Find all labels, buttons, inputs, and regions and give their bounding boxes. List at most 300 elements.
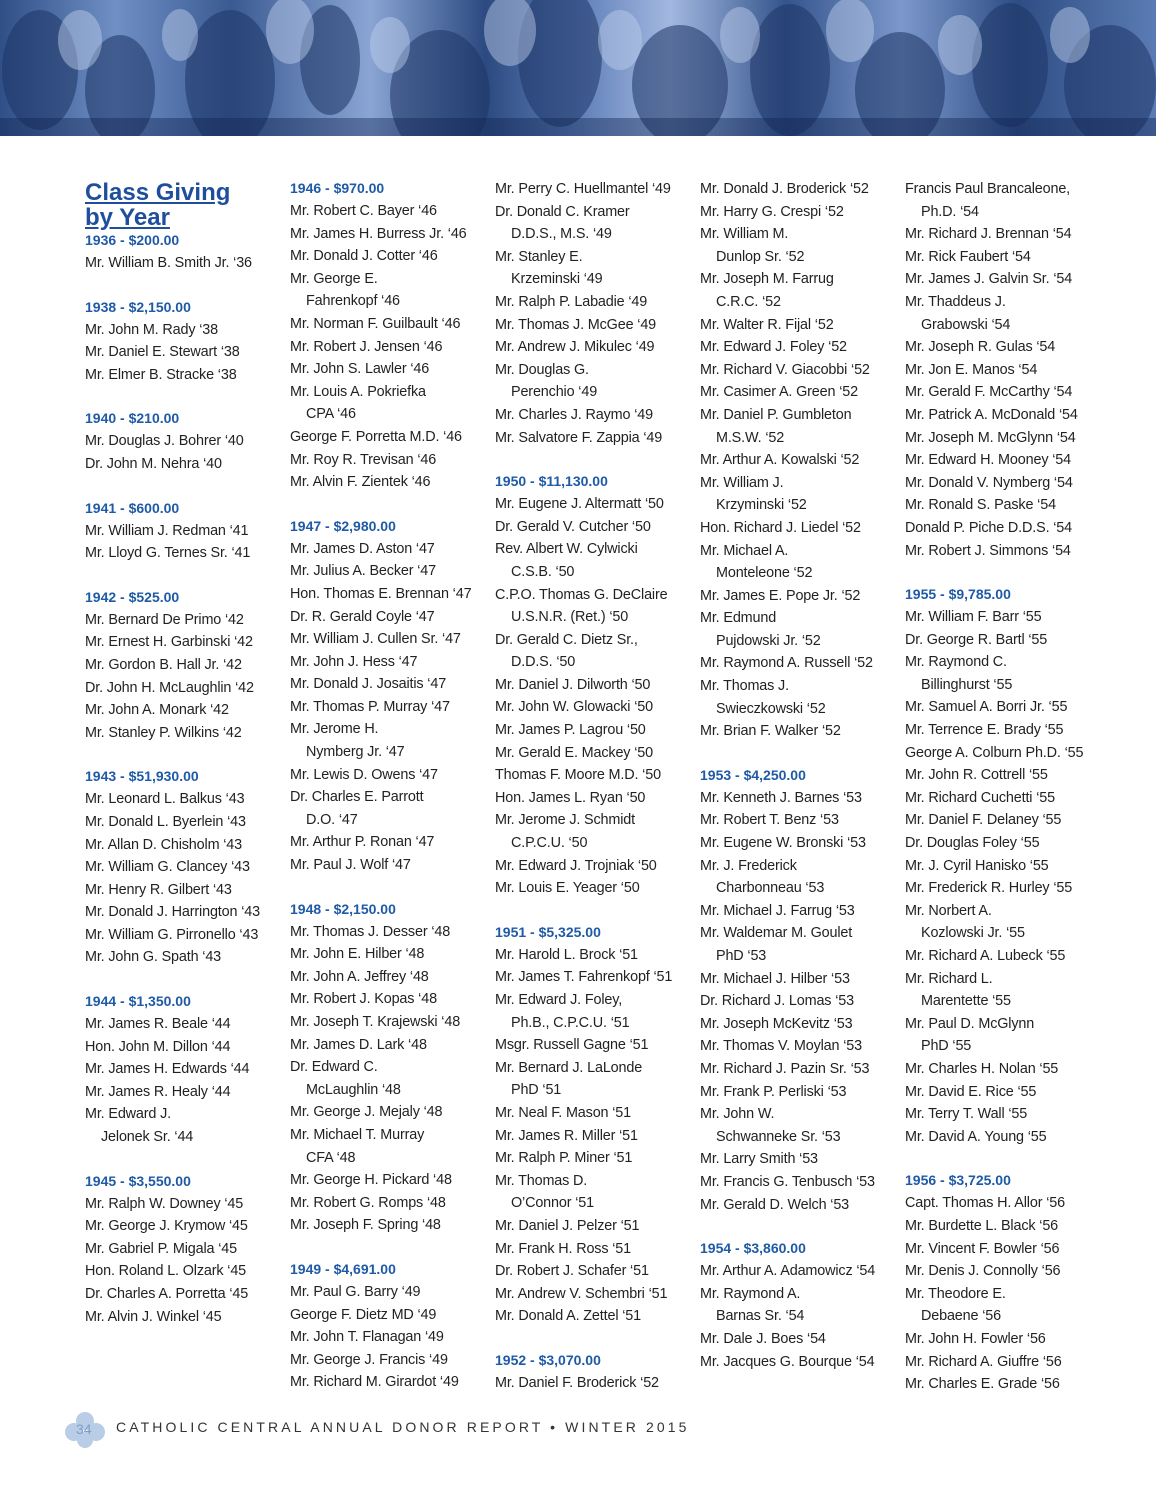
donor-name <box>85 1103 285 1148</box>
donor-name: Mr. James J. Galvin Sr. ‘54 <box>905 271 1073 288</box>
class-year-group <box>85 297 285 387</box>
class-year-heading: 1940 - $210.00 <box>85 410 180 427</box>
donor-name-continuation: Schwanneke Sr. ‘53 <box>716 1128 841 1145</box>
donor-name: Mr. Dale J. Boes ‘54 <box>700 1330 826 1347</box>
donor-name-line: Mr. Waldemar M. Goulet <box>700 925 853 942</box>
donor-name: Mr. Patrick A. McDonald ‘54 <box>905 406 1078 423</box>
donor-name-continuation: Barnas Sr. ‘54 <box>716 1308 805 1325</box>
donor-name: Hon. Richard J. Liedel ‘52 <box>700 519 861 536</box>
donor-name: Mr. William B. Smith Jr. ‘36 <box>85 255 252 271</box>
class-year-heading: 1956 - $3,725.00 <box>905 1172 1011 1189</box>
class-year-group <box>495 922 695 1328</box>
column-4 <box>700 178 900 1395</box>
donor-name: Mr. Edward J. Trojniak ‘50 <box>495 857 657 874</box>
donor-name-continuation: PhD ‘55 <box>921 1038 972 1055</box>
class-year-heading: 1943 - $51,930.00 <box>85 768 199 785</box>
donor-name: Dr. Richard J. Lomas ‘53 <box>700 993 854 1010</box>
donor-name: Mr. Daniel E. Stewart ‘38 <box>85 344 240 361</box>
donor-name: Mr. Neal F. Mason ‘51 <box>495 1104 632 1121</box>
donor-name: Mr. James H. Burress Jr. ‘46 <box>290 225 467 242</box>
class-year-heading: 1955 - $9,785.00 <box>905 586 1011 603</box>
donor-name-line: C.P.O. Thomas G. DeClaire <box>495 586 668 603</box>
donor-name-line: Mr. Paul D. McGlynn <box>905 1015 1035 1032</box>
title-line-1: Class Giving <box>85 179 231 206</box>
title-line-2: by Year <box>85 204 170 231</box>
class-year-group <box>85 498 285 565</box>
donor-name-continuation: D.D.S. ‘50 <box>511 654 576 671</box>
donor-name-line: Mr. John W. <box>700 1106 775 1123</box>
donor-name-line: Mr. Douglas G. <box>495 361 589 378</box>
donor-name <box>700 855 900 900</box>
donor-name: Mr. Lloyd G. Ternes Sr. ‘41 <box>85 545 251 562</box>
donor-name <box>495 246 695 291</box>
donor-name: Mr. Joseph R. Gulas ‘54 <box>905 339 1056 356</box>
donor-name <box>700 268 900 313</box>
donor-name: Mr. William G. Clancey ‘43 <box>85 859 250 876</box>
donor-name <box>700 404 900 449</box>
donor-name <box>700 1103 900 1148</box>
relief-figures <box>0 0 1156 136</box>
footer-text: CATHOLIC CENTRAL ANNUAL DONOR REPORT • WINTER 2015 <box>116 1419 690 1435</box>
donor-name <box>700 607 900 652</box>
donor-name-line: Mr. William M. <box>700 226 789 243</box>
donor-name: Mr. Gabriel P. Migala ‘45 <box>85 1240 237 1257</box>
donor-name: Mr. David E. Rice ‘55 <box>905 1083 1037 1100</box>
donor-name: Mr. James D. Aston ‘47 <box>290 540 435 557</box>
donor-name: Mr. Perry C. Huellmantel ‘49 <box>495 181 671 197</box>
donor-name: Mr. Andrew J. Mikulec ‘49 <box>495 339 655 356</box>
donor-name-line: Mr. Edward J. <box>85 1106 172 1123</box>
donor-name-line: Mr. Louis A. Pokriefka <box>290 383 426 400</box>
column-2 <box>290 178 490 1416</box>
class-year-heading: 1945 - $3,550.00 <box>85 1172 191 1189</box>
donor-name-line: Mr. Joseph M. Farrug <box>700 271 834 288</box>
donor-name: Mr. Richard Cuchetti ‘55 <box>905 789 1055 806</box>
donor-name: Mr. Harold L. Brock ‘51 <box>495 946 638 963</box>
donor-name: Mr. Andrew V. Schembri ‘51 <box>495 1285 668 1302</box>
donor-name: Mr. Salvatore F. Zappia ‘49 <box>495 429 663 446</box>
donor-name: Mr. James R. Healy ‘44 <box>85 1083 231 1100</box>
donor-name-line: Mr. Thomas J. <box>700 678 789 695</box>
donor-name: Mr. Richard J. Brennan ‘54 <box>905 226 1072 243</box>
donor-name <box>290 1056 490 1101</box>
donor-name: Hon. John M. Dillon ‘44 <box>85 1038 231 1055</box>
donor-name: Mr. Norman F. Guilbault ‘46 <box>290 315 461 332</box>
donor-name: Mr. Robert G. Romps ‘48 <box>290 1194 446 1211</box>
donor-name-line: Mr. Thaddeus J. <box>905 293 1006 310</box>
donor-name: Mr. Joseph F. Spring ‘48 <box>290 1217 441 1234</box>
donor-name-continuation: Fahrenkopf ‘46 <box>306 293 400 310</box>
class-year-group <box>290 516 490 877</box>
donor-name-continuation: CFA ‘48 <box>306 1149 356 1166</box>
donor-name: Mr. Vincent F. Bowler ‘56 <box>905 1240 1060 1257</box>
donor-name-line: Mr. William J. <box>700 474 784 491</box>
donor-name: Dr. Gerald V. Cutcher ‘50 <box>495 518 651 535</box>
donor-name: Mr. James P. Lagrou ‘50 <box>495 722 646 739</box>
donor-name: Donald P. Piche D.D.S. ‘54 <box>905 519 1073 536</box>
donor-name-continuation: Pujdowski Jr. ‘52 <box>716 632 821 649</box>
column-groups <box>700 178 900 1373</box>
donor-name: Mr. Robert J. Kopas ‘48 <box>290 991 437 1008</box>
donor-name: Mr. James R. Miller ‘51 <box>495 1127 638 1144</box>
donor-name <box>495 584 695 629</box>
donor-name-line: Mr. Michael T. Murray <box>290 1126 425 1143</box>
donor-name: Mr. Michael J. Farrug ‘53 <box>700 902 855 919</box>
class-year-group <box>85 587 285 745</box>
donor-name <box>700 922 900 967</box>
class-year-group <box>700 178 900 743</box>
donor-name: Mr. Thomas V. Moylan ‘53 <box>700 1038 862 1055</box>
class-year-group <box>85 1171 285 1329</box>
donor-name: Msgr. Russell Gagne ‘51 <box>495 1037 649 1054</box>
donor-name-continuation: Grabowski ‘54 <box>921 316 1011 333</box>
donor-name: George A. Colburn Ph.D. ‘55 <box>905 744 1084 761</box>
donor-name: Mr. Harry G. Crespi ‘52 <box>700 203 844 220</box>
donor-name-line: Mr. Thomas D. <box>495 1172 588 1189</box>
class-year-heading: 1949 - $4,691.00 <box>290 1260 396 1277</box>
donor-name: Mr. Jacques G. Bourque ‘54 <box>700 1353 875 1370</box>
donor-name: Mr. Brian F. Walker ‘52 <box>700 723 841 740</box>
donor-name: Mr. Rick Faubert ‘54 <box>905 248 1031 265</box>
column-1 <box>85 178 285 1350</box>
donor-name-line: Mr. Daniel P. Gumbleton <box>700 406 852 423</box>
donor-name: Dr. John M. Nehra ‘40 <box>85 455 222 472</box>
donor-name: Mr. Michael J. Hilber ‘53 <box>700 970 850 987</box>
donor-name: Mr. George J. Krymow ‘45 <box>85 1218 248 1235</box>
donor-name-continuation: Monteleone ‘52 <box>716 565 813 582</box>
donor-name <box>700 472 900 517</box>
donor-name-line: Mr. Raymond A. <box>700 1285 801 1302</box>
donor-name: Mr. John T. Flanagan ‘49 <box>290 1329 444 1346</box>
donor-name: Mr. William G. Pirronello ‘43 <box>85 926 259 943</box>
donor-name-continuation: O’Connor ‘51 <box>511 1195 594 1212</box>
page-footer <box>62 1410 762 1450</box>
donor-name: Mr. David A. Young ‘55 <box>905 1128 1047 1145</box>
donor-name: Mr. William F. Barr ‘55 <box>905 609 1042 626</box>
donor-name: Mr. Arthur P. Ronan ‘47 <box>290 834 435 851</box>
class-year-group <box>85 230 285 275</box>
donor-name: Mr. Richard V. Giacobbi ‘52 <box>700 361 870 378</box>
donor-name: Mr. Alvin F. Zientek ‘46 <box>290 474 431 491</box>
donor-name <box>290 786 490 831</box>
donor-name: Mr. Daniel J. Pelzer ‘51 <box>495 1217 640 1234</box>
donor-name: Dr. R. Gerald Coyle ‘47 <box>290 608 435 625</box>
donor-name-line: Mr. Norbert A. <box>905 902 992 919</box>
donor-name-continuation: PhD ‘51 <box>511 1082 562 1099</box>
donor-name: Mr. John W. Glowacki ‘50 <box>495 699 653 716</box>
donor-name: Mr. Henry R. Gilbert ‘43 <box>85 881 232 898</box>
donor-name-line: Dr. Edward C. <box>290 1059 378 1076</box>
donor-name: Mr. James H. Edwards ‘44 <box>85 1061 250 1078</box>
column-groups <box>290 178 490 1394</box>
donor-name: Mr. Thomas J. Desser ‘48 <box>290 923 451 940</box>
class-year-heading: 1953 - $4,250.00 <box>700 766 806 783</box>
class-year-heading: 1944 - $1,350.00 <box>85 993 191 1010</box>
donor-name-line: Mr. Edmund <box>700 610 777 627</box>
class-year-group <box>290 178 490 494</box>
donor-name <box>495 809 695 854</box>
donor-name-line: Mr. Richard L. <box>905 970 993 987</box>
donor-name-continuation: Krzeminski ‘49 <box>511 271 603 288</box>
column-3 <box>495 178 695 1417</box>
donor-name: Thomas F. Moore M.D. ‘50 <box>495 767 661 784</box>
donor-name: Mr. Daniel F. Broderick ‘52 <box>495 1374 659 1391</box>
donor-name: Mr. Ralph P. Labadie ‘49 <box>495 293 648 310</box>
donor-name-line: Mr. J. Frederick <box>700 857 797 874</box>
donor-name: Mr. Jon E. Manos ‘54 <box>905 361 1038 378</box>
donor-name: Mr. Burdette L. Black ‘56 <box>905 1217 1059 1234</box>
class-year-group <box>700 1238 900 1373</box>
donor-name <box>905 968 1105 1013</box>
donor-name: Mr. Roy R. Trevisan ‘46 <box>290 451 437 468</box>
donor-name: Dr. Douglas Foley ‘55 <box>905 835 1040 852</box>
donor-name: Mr. Donald J. Cotter ‘46 <box>290 248 438 265</box>
donor-name: Mr. Joseph T. Krajewski ‘48 <box>290 1014 461 1030</box>
class-year-group <box>905 178 1105 562</box>
donor-name-line: Mr. Raymond C. <box>905 654 1007 671</box>
donor-name: Mr. Richard A. Lubeck ‘55 <box>905 948 1066 964</box>
donor-name: Mr. Ralph P. Miner ‘51 <box>495 1150 633 1167</box>
donor-name: Mr. John H. Fowler ‘56 <box>905 1330 1046 1347</box>
donor-name: Mr. Charles E. Grade ‘56 <box>905 1376 1060 1393</box>
donor-name: Mr. Donald L. Byerlein ‘43 <box>85 813 246 830</box>
donor-name: Mr. James D. Lark ‘48 <box>290 1036 427 1053</box>
donor-name: Mr. Donald J. Broderick ‘52 <box>700 181 869 197</box>
class-year-heading: 1948 - $2,150.00 <box>290 900 396 917</box>
class-year-heading: 1936 - $200.00 <box>85 232 180 248</box>
donor-name: Mr. Walter R. Fijal ‘52 <box>700 316 834 333</box>
donor-name-line: Francis Paul Brancaleone, <box>905 181 1071 197</box>
donor-name: Mr. Gerald F. McCarthy ‘54 <box>905 384 1073 401</box>
donor-name-continuation: Swieczkowski ‘52 <box>716 700 826 717</box>
donor-name <box>290 718 490 763</box>
donor-name-line: Dr. Donald C. Kramer <box>495 203 630 220</box>
class-year-heading: 1951 - $5,325.00 <box>495 923 601 940</box>
donor-name: George F. Dietz MD ‘49 <box>290 1306 437 1323</box>
donor-name: Mr. William J. Cullen Sr. ‘47 <box>290 631 461 648</box>
donor-name: Mr. James T. Fahrenkopf ‘51 <box>495 969 673 986</box>
donor-name <box>495 629 695 674</box>
donor-name: Capt. Thomas H. Allor ‘56 <box>905 1195 1065 1212</box>
donor-name-line: Dr. Charles E. Parrott <box>290 789 424 806</box>
donor-name: Mr. Richard A. Giuffre ‘56 <box>905 1353 1062 1370</box>
donor-name: Mr. Terry T. Wall ‘55 <box>905 1106 1028 1123</box>
page-number: 34 <box>76 1421 92 1437</box>
donor-name: Hon. James L. Ryan ‘50 <box>495 789 646 806</box>
sculpture-relief-image <box>0 0 1156 136</box>
donor-name: Mr. Terrence E. Brady ‘55 <box>905 722 1064 739</box>
donor-name: Mr. Charles J. Raymo ‘49 <box>495 406 653 423</box>
class-year-heading: 1942 - $525.00 <box>85 588 180 605</box>
donor-name: Mr. Elmer B. Stracke ‘38 <box>85 366 237 383</box>
class-year-group <box>495 178 695 449</box>
donor-name-line: Mr. Theodore E. <box>905 1285 1006 1302</box>
donor-name: Mr. Frank H. Ross ‘51 <box>495 1240 631 1257</box>
donor-name: Mr. Robert J. Simmons ‘54 <box>905 542 1071 559</box>
donor-name <box>700 675 900 720</box>
class-year-group <box>85 766 285 969</box>
donor-name: Mr. Donald V. Nymberg ‘54 <box>905 474 1073 491</box>
donor-name-line: Dr. Gerald C. Dietz Sr., <box>495 631 638 648</box>
donor-name: Mr. Thomas P. Murray ‘47 <box>290 698 450 715</box>
donor-name: Mr. Louis E. Yeager ‘50 <box>495 880 640 897</box>
donor-name: Mr. Casimer A. Green ‘52 <box>700 384 858 401</box>
donor-name <box>905 900 1105 945</box>
donor-name <box>905 291 1105 336</box>
class-year-heading: 1952 - $3,070.00 <box>495 1351 601 1368</box>
donor-name: Mr. Paul J. Wolf ‘47 <box>290 857 411 874</box>
donor-name <box>495 989 695 1034</box>
donor-name-line: Mr. George E. <box>290 270 378 287</box>
donor-name: Mr. James R. Beale ‘44 <box>85 1016 231 1033</box>
donor-name: Mr. John G. Spath ‘43 <box>85 949 222 966</box>
donor-name-continuation: Billinghurst ‘55 <box>921 676 1013 693</box>
donor-name-continuation: Dunlop Sr. ‘52 <box>716 248 805 265</box>
donor-name: Mr. John S. Lawler ‘46 <box>290 361 430 378</box>
donor-name <box>700 223 900 268</box>
donor-name: Mr. James E. Pope Jr. ‘52 <box>700 587 861 604</box>
donor-name <box>290 1124 490 1169</box>
donor-name: Dr. John H. McLaughlin ‘42 <box>85 679 254 696</box>
donor-name-continuation: D.O. ‘47 <box>306 811 358 828</box>
donor-name-continuation: M.S.W. ‘52 <box>716 429 785 446</box>
donor-name: Hon. Roland L. Olzark ‘45 <box>85 1263 247 1280</box>
donor-name: Mr. John E. Hilber ‘48 <box>290 946 425 963</box>
donor-name: Mr. George H. Pickard ‘48 <box>290 1172 452 1189</box>
donor-name: Mr. Arthur A. Adamowicz ‘54 <box>700 1263 876 1280</box>
donor-name <box>290 381 490 426</box>
donor-name: George F. Porretta M.D. ‘46 <box>290 428 462 445</box>
class-year-heading: 1950 - $11,130.00 <box>495 473 608 490</box>
donor-name-continuation: Perenchio ‘49 <box>511 384 598 401</box>
donor-name: Mr. George J. Mejaly ‘48 <box>290 1104 443 1121</box>
column-5 <box>905 178 1105 1418</box>
donor-name-line: Mr. Edward J. Foley, <box>495 992 623 1008</box>
class-year-heading: 1946 - $970.00 <box>290 180 385 196</box>
donor-name: Mr. Ralph W. Downey ‘45 <box>85 1195 244 1212</box>
class-year-group <box>290 1259 490 1394</box>
donor-name: Dr. Robert J. Schafer ‘51 <box>495 1263 649 1280</box>
donor-name-continuation: Jelonek Sr. ‘44 <box>101 1129 194 1146</box>
donor-name: Mr. Raymond A. Russell ‘52 <box>700 655 873 672</box>
donor-name <box>290 268 490 313</box>
donor-name-continuation: U.S.N.R. (Ret.) ‘50 <box>511 609 629 626</box>
class-year-group <box>905 584 1105 1148</box>
donor-name: Mr. Frank P. Perliski ‘53 <box>700 1083 847 1100</box>
donor-name: Mr. J. Cyril Hanisko ‘55 <box>905 857 1049 874</box>
class-year-group <box>290 899 490 1237</box>
donor-name-continuation: C.P.C.U. ‘50 <box>511 835 588 852</box>
donor-name: Mr. Frederick R. Hurley ‘55 <box>905 880 1073 897</box>
donor-name: Mr. Daniel F. Delaney ‘55 <box>905 812 1062 829</box>
donor-name <box>905 1013 1105 1058</box>
donor-name <box>495 1170 695 1215</box>
donor-name: Mr. Donald A. Zettel ‘51 <box>495 1308 641 1325</box>
donor-name: Mr. Daniel J. Dilworth ‘50 <box>495 676 651 693</box>
donor-name <box>700 1283 900 1328</box>
donor-name-continuation: CPA ‘46 <box>306 406 356 423</box>
donor-name: Mr. Douglas J. Bohrer ‘40 <box>85 433 244 450</box>
donor-name: Mr. Stanley P. Wilkins ‘42 <box>85 724 242 741</box>
class-year-group <box>905 1170 1105 1395</box>
donor-name-continuation: McLaughlin ‘48 <box>306 1081 401 1098</box>
donor-name: Mr. Eugene J. Altermatt ‘50 <box>495 496 664 513</box>
donor-name: Mr. Denis J. Connolly ‘56 <box>905 1263 1061 1280</box>
donor-name: Mr. Arthur A. Kowalski ‘52 <box>700 452 860 469</box>
donor-name: Mr. William J. Redman ‘41 <box>85 522 249 539</box>
donor-name: Mr. Joseph M. McGlynn ‘54 <box>905 429 1076 446</box>
class-year-heading: 1938 - $2,150.00 <box>85 298 191 315</box>
donor-name: Mr. Ronald S. Paske ‘54 <box>905 497 1056 514</box>
donor-name-continuation: Charbonneau ‘53 <box>716 880 825 897</box>
donor-name: Mr. Leonard L. Balkus ‘43 <box>85 791 245 808</box>
donor-name: Dr. Charles A. Porretta ‘45 <box>85 1286 249 1302</box>
donor-name: Mr. Julius A. Becker ‘47 <box>290 563 436 580</box>
donor-name-line: Mr. Michael A. <box>700 542 789 559</box>
class-year-group <box>495 471 695 900</box>
donor-name: Mr. Paul G. Barry ‘49 <box>290 1283 421 1300</box>
donor-name <box>905 1283 1105 1328</box>
donor-name-continuation: D.D.S., M.S. ‘49 <box>511 226 612 243</box>
donor-name: Dr. George R. Bartl ‘55 <box>905 631 1048 648</box>
donor-name-continuation: PhD ‘53 <box>716 948 767 964</box>
class-year-heading: 1941 - $600.00 <box>85 499 180 516</box>
class-year-group <box>700 765 900 1216</box>
donor-name: Mr. Allan D. Chisholm ‘43 <box>85 836 243 853</box>
column-groups <box>495 178 695 1395</box>
class-year-group <box>85 408 285 475</box>
column-groups <box>905 178 1105 1396</box>
donor-name-line: Rev. Albert W. Cylwicki <box>495 541 638 558</box>
donor-name: Mr. Gerald E. Mackey ‘50 <box>495 744 653 761</box>
donor-name-continuation: Ph.B., C.P.C.U. ‘51 <box>511 1014 630 1031</box>
donor-name <box>905 651 1105 696</box>
donor-name: Mr. Larry Smith ‘53 <box>700 1151 818 1168</box>
donor-name-line: Mr. Stanley E. <box>495 248 583 265</box>
donor-name: Mr. Eugene W. Bronski ‘53 <box>700 835 866 852</box>
donor-name: Mr. Richard M. Girardot ‘49 <box>290 1374 459 1391</box>
donor-name-continuation: Kozlowski Jr. ‘55 <box>921 925 1025 942</box>
class-year-group <box>495 1350 695 1395</box>
donor-name: Mr. Edward J. Foley ‘52 <box>700 339 847 356</box>
donor-name-continuation: Nymberg Jr. ‘47 <box>306 744 405 761</box>
donor-name: Mr. Alvin J. Winkel ‘45 <box>85 1308 222 1325</box>
donor-name: Mr. Kenneth J. Barnes ‘53 <box>700 789 862 806</box>
donor-name: Mr. John A. Jeffrey ‘48 <box>290 968 429 985</box>
donor-name: Mr. John A. Monark ‘42 <box>85 702 229 719</box>
donor-name: Mr. Gerald D. Welch ‘53 <box>700 1196 850 1213</box>
donor-name: Mr. Donald J. Josaitis ‘47 <box>290 676 447 693</box>
donor-name-line: Mr. Jerome H. <box>290 721 379 738</box>
donor-name-continuation: Debaene ‘56 <box>921 1308 1001 1325</box>
donor-name: Mr. Joseph McKevitz ‘53 <box>700 1015 853 1032</box>
donor-name <box>495 201 695 246</box>
donor-name: Mr. John J. Hess ‘47 <box>290 653 418 670</box>
donor-name-continuation: C.S.B. ‘50 <box>511 563 575 580</box>
donor-name <box>700 540 900 585</box>
donor-name-line: Mr. Jerome J. Schmidt <box>495 812 635 829</box>
donor-name: Mr. John R. Cottrell ‘55 <box>905 767 1048 784</box>
column-groups <box>85 230 285 1328</box>
class-year-heading: 1954 - $3,860.00 <box>700 1240 806 1257</box>
donor-name: Hon. Thomas E. Brennan ‘47 <box>290 585 472 602</box>
donor-name: Mr. Richard J. Pazin Sr. ‘53 <box>700 1060 870 1077</box>
donor-name: Mr. Thomas J. McGee ‘49 <box>495 316 657 333</box>
donor-name-continuation: C.R.C. ‘52 <box>716 293 781 310</box>
donor-name: Mr. Robert C. Bayer ‘46 <box>290 203 437 219</box>
donor-name: Mr. Robert T. Benz ‘53 <box>700 812 839 829</box>
page-title <box>85 180 285 230</box>
